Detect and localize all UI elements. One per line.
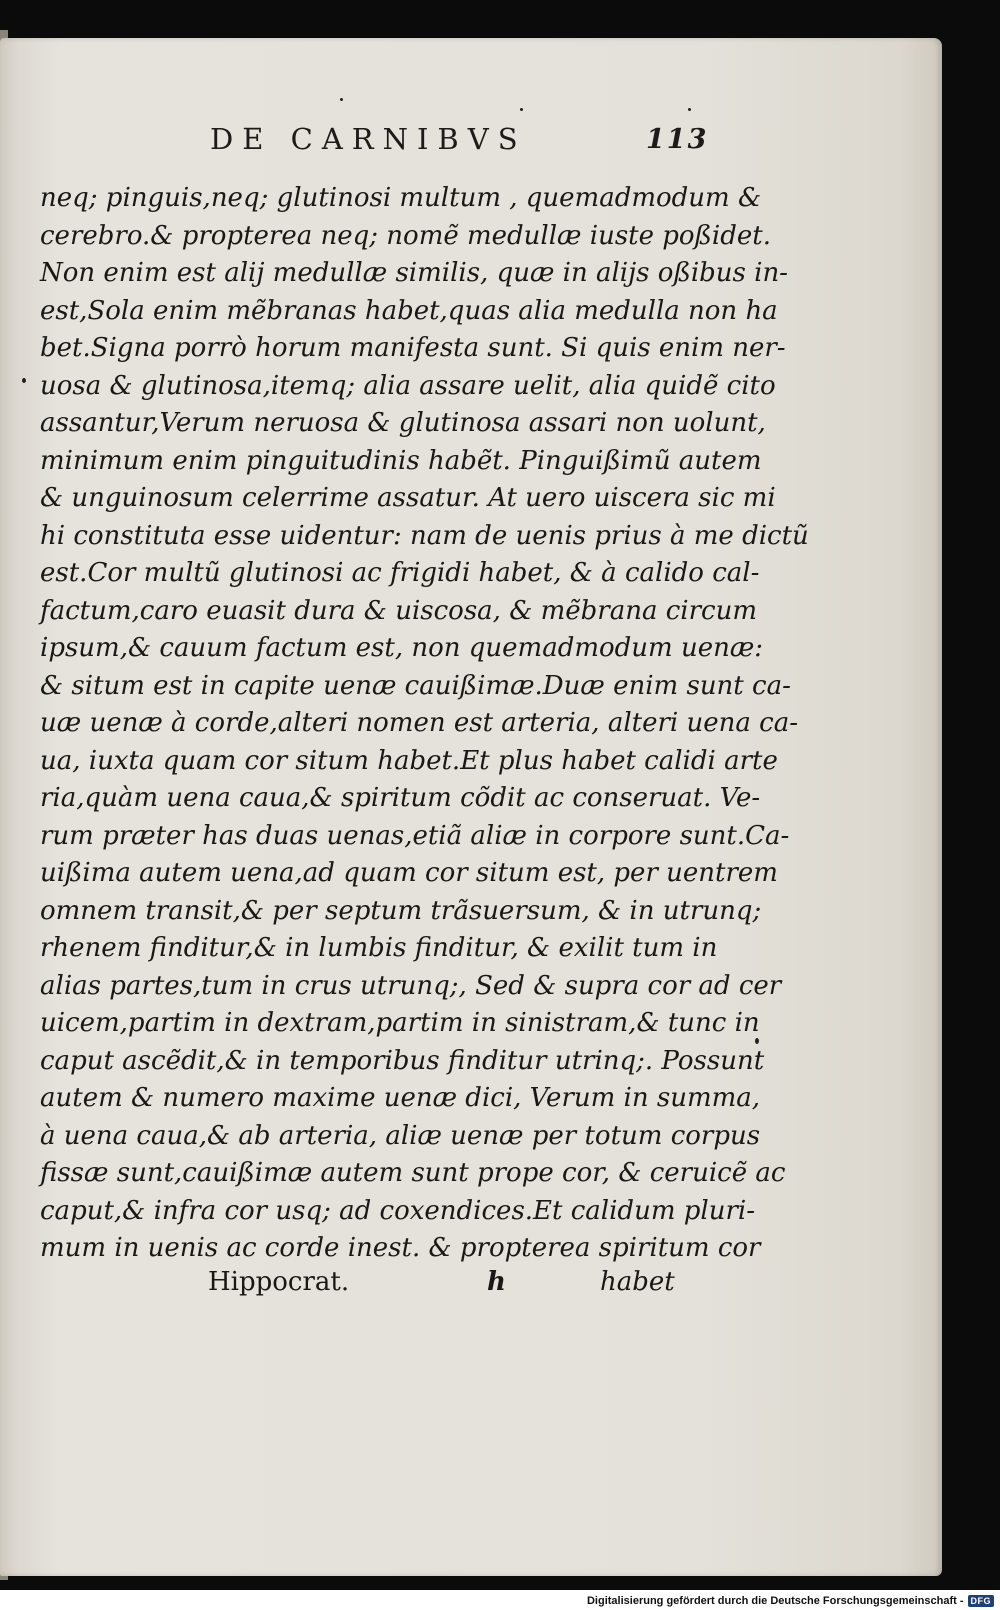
text-line: uicem,partim in dextram,partim in sinistram,& tunc in bbox=[40, 1008, 760, 1038]
body-text bbox=[40, 180, 809, 1268]
page-header bbox=[0, 92, 760, 156]
text-line: uosa & glutinosa,itemq; alia assare uelit, alia quidẽ cito bbox=[40, 370, 776, 401]
page-number: 113 bbox=[646, 124, 709, 155]
signature-mark: h bbox=[487, 1267, 506, 1297]
paper-speck bbox=[22, 378, 26, 383]
text-line: ua, iuxta quam cor situm habet.Et plus habet calidi arte bbox=[40, 745, 778, 776]
text-line: ipsum,& cauum factum est, non quemadmodum uenæ: bbox=[40, 633, 764, 663]
text-line: uißima autem uena,ad quam cor situm est, per uentrem bbox=[40, 858, 778, 888]
digitization-credit bbox=[587, 1595, 994, 1607]
text-line: fissæ sunt,cauißimæ autem sunt prope cor, & ceruicẽ ac bbox=[40, 1158, 786, 1188]
text-line: autem & numero maxime uenæ dici, Verum in summa, bbox=[40, 1083, 761, 1113]
credit-text: Digitalisierung gefördert durch die Deutsche Forschungsgemeinschaft - bbox=[586, 1595, 964, 1607]
text-line: Non enim est alij medullæ similis, quæ in alijs oßibus in- bbox=[40, 258, 788, 288]
text-line: rum præter has duas uenas,etiã aliæ in corpore sunt.Ca- bbox=[40, 820, 790, 851]
text-line: minimum enim pinguitudinis habẽt. Pinguißimũ autem bbox=[40, 445, 762, 476]
running-title: DE CARNIBVS bbox=[210, 122, 527, 156]
text-line: & unguinosum celerrime assatur. At uero uiscera sic mi bbox=[40, 483, 776, 513]
text-line: neq; pinguis,neq; glutinosi multum , quemadmodum & bbox=[40, 183, 762, 213]
text-line: mum in uenis ac corde inest. & propterea spiritum cor bbox=[40, 1233, 761, 1263]
text-line: est,Sola enim mẽbranas habet,quas alia medulla non ha bbox=[40, 295, 778, 326]
footer-abbreviation: Hippocrat. bbox=[208, 1267, 350, 1297]
text-line: rhenem finditur,& in lumbis finditur, & exilit tum in bbox=[40, 933, 718, 963]
catchword: habet bbox=[600, 1267, 675, 1297]
text-line: caput,& infra cor usq; ad coxendices.Et calidum pluri- bbox=[40, 1195, 755, 1226]
page-footer bbox=[0, 1267, 760, 1307]
text-line: ria,quàm uena caua,& spiritum cõdit ac conseruat. Ve- bbox=[40, 783, 761, 813]
dfg-logo: DFG bbox=[968, 1595, 995, 1607]
text-line: & situm est in capite uenæ cauißimæ.Duæ enim sunt ca- bbox=[40, 670, 791, 701]
text-line: omnem transit,& per septum trãsuersum, & in utrunq; bbox=[40, 895, 762, 926]
text-line: hi constituta esse uidentur: nam de uenis prius à me dictũ bbox=[40, 520, 809, 551]
text-line: caput ascẽdit,& in temporibus finditur utrinq;. Possunt bbox=[40, 1045, 765, 1076]
text-line: à uena caua,& ab arteria, aliæ uenæ per totum corpus bbox=[40, 1120, 761, 1151]
text-line: alias partes,tum in crus utrunq;, Sed & supra cor ad cer bbox=[40, 970, 782, 1001]
text-line: bet.Signa porrò horum manifesta sunt. Si quis enim ner- bbox=[40, 333, 786, 363]
text-line: est.Cor multũ glutinosi ac frigidi habet, & à calido cal- bbox=[40, 558, 760, 588]
text-line: cerebro.& propterea neq; nomẽ medullæ iuste poßidet. bbox=[40, 220, 771, 251]
paper-speck bbox=[755, 1038, 759, 1044]
text-line: assantur,Verum neruosa & glutinosa assari non uolunt, bbox=[40, 408, 766, 438]
text-line: factum,caro euasit dura & uiscosa, & mẽbrana circum bbox=[40, 595, 757, 626]
text-line: uæ uenæ à corde,alteri nomen est arteria, alteri uena ca- bbox=[40, 708, 798, 738]
